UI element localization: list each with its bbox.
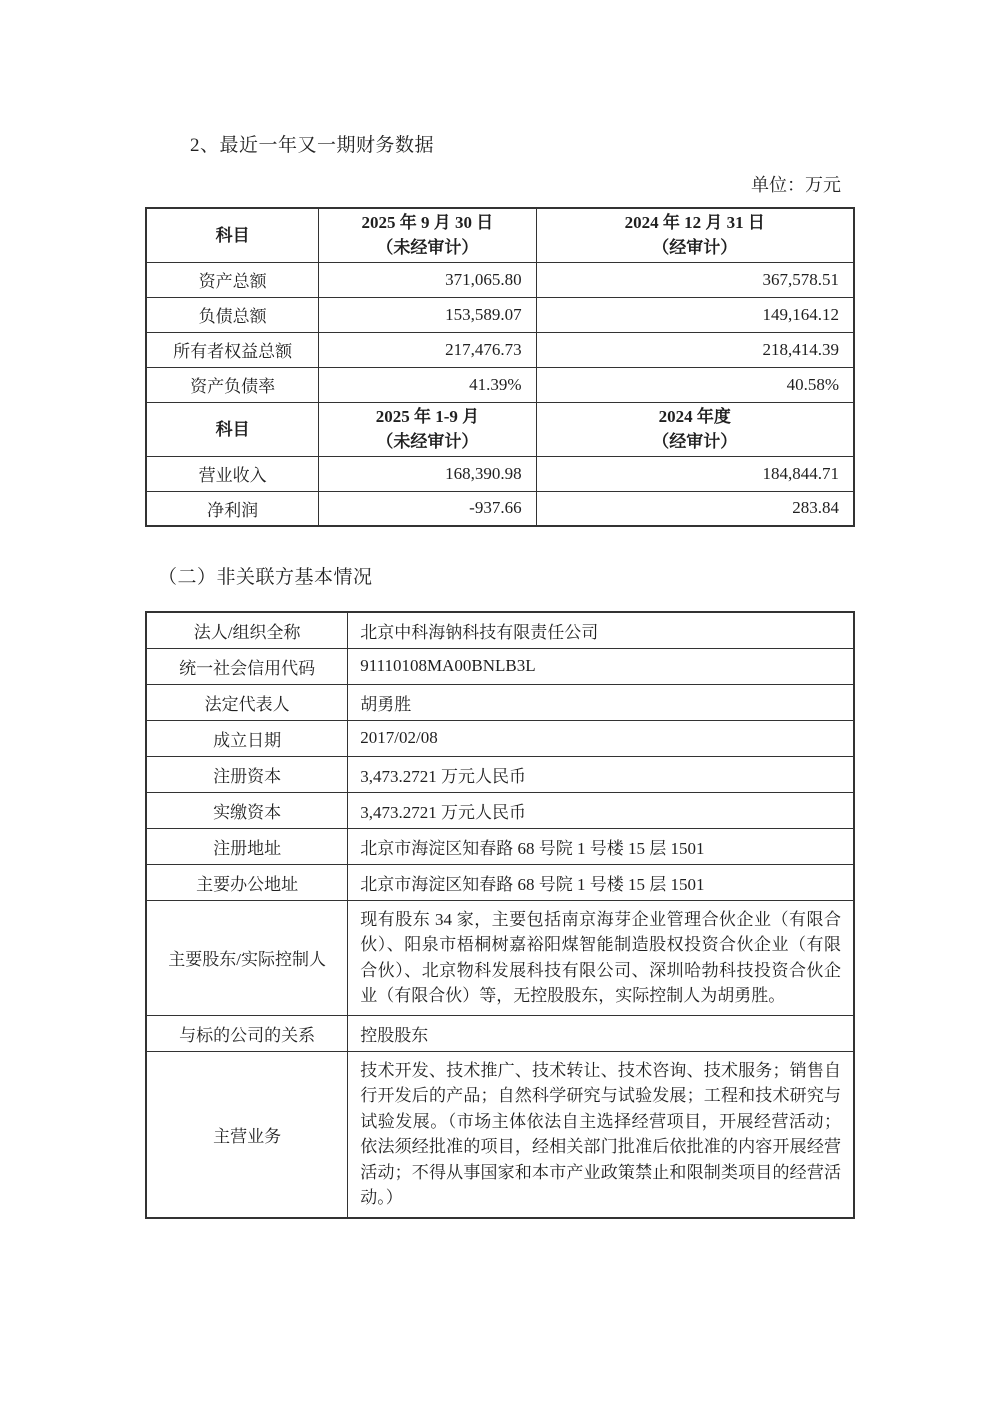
unit-label: 单位：万元 [751,175,841,195]
row-label: 资产负债率 [146,367,319,402]
period1-date: 2025 年 9 月 30 日 [361,213,494,233]
table-header-row [146,402,854,456]
table-row [146,262,854,297]
value-cell: 184,844.71 [536,456,854,491]
subject-header-cell: 科目 [146,208,319,262]
table-row [146,900,854,1015]
value-cell: 3,473.2721 万元人民币 [348,756,854,792]
value-cell: 217,476.73 [319,332,536,367]
table-row [146,648,854,684]
row-label: 成立日期 [146,720,348,756]
value-cell: 283.84 [536,491,854,526]
row-label: 主要股东/实际控制人 [146,900,348,1015]
table-row [146,684,854,720]
row-label: 法定代表人 [146,684,348,720]
period1-date: 2025 年 1-9 月 [375,407,480,426]
value-cell: 168,390.98 [319,456,536,491]
row-label: 负债总额 [146,297,319,332]
row-label: 注册资本 [146,756,348,792]
table-row [146,456,854,491]
value-cell: 3,473.2721 万元人民币 [348,792,854,828]
table-row [146,332,854,367]
value-cell: 现有股东 34 家，主要包括南京海芽企业管理合伙企业（有限合伙）、阳泉市梧桐树嘉裕阳煤智能制造股权投资合伙企业（有限合伙）、北京物科发展科技有限公司、深圳哈勃科技投资合伙企业（有限合伙）等，无控股股东，实际控制人为胡勇胜。 [348,900,854,1015]
row-label: 营业收入 [146,456,319,491]
value-cell: 控股股东 [348,1015,854,1051]
row-label: 实缴资本 [146,792,348,828]
value-cell: 2017/02/08 [348,720,854,756]
value-cell: 367,578.51 [536,262,854,297]
value-cell: 153,589.07 [319,297,536,332]
value-cell: 218,414.39 [536,332,854,367]
row-label: 净利润 [146,491,319,526]
table-row [146,792,854,828]
document-content [145,0,855,1219]
row-label: 主营业务 [146,1051,348,1218]
value-cell: 149,164.12 [536,297,854,332]
value-cell: 技术开发、技术推广、技术转让、技术咨询、技术服务；销售自行开发后的产品；自然科学研究与试验发展；工程和技术研究与试验发展。（市场主体依法自主选择经营项目，开展经营活动；依法须经批准的项目，经相关部门批准后依批准的内容开展经营活动；不得从事国家和本市产业政策禁止和限制类项目的经营活动。） [348,1051,854,1218]
period2-audit-status: （经审计） [652,238,738,258]
period2-header-cell [536,402,854,456]
table-row [146,1015,854,1051]
period1-audit-status: （未经审计） [376,432,479,451]
counterparty-section-title: （二）非关联方基本情况 [158,567,373,588]
period2-audit-status: （经审计） [652,432,738,451]
table-row [146,297,854,332]
table-row [146,720,854,756]
table-row [146,828,854,864]
period2-date: 2024 年度 [658,407,731,426]
period1-audit-status: （未经审计） [376,238,479,258]
counterparty-info-table [145,611,855,1219]
financial-data-table [145,207,855,527]
row-label: 注册地址 [146,828,348,864]
subject-header-cell: 科目 [146,402,319,456]
row-label: 与标的公司的关系 [146,1015,348,1051]
value-cell: 胡勇胜 [348,684,854,720]
period1-header-cell [319,402,536,456]
table-row [146,491,854,526]
period2-header-cell [536,208,854,262]
row-label: 法人/组织全称 [146,612,348,648]
value-cell: 北京市海淀区知春路 68 号院 1 号楼 15 层 1501 [348,828,854,864]
table-row [146,1051,854,1218]
row-label: 资产总额 [146,262,319,297]
value-cell: 371,065.80 [319,262,536,297]
table-row [146,367,854,402]
table-header-row [146,208,854,262]
value-cell: 41.39% [319,367,536,402]
financial-section-title: 2、最近一年又一期财务数据 [190,135,435,156]
period1-header-cell [319,208,536,262]
value-cell: -937.66 [319,491,536,526]
row-label: 主要办公地址 [146,864,348,900]
table-row [146,756,854,792]
value-cell: 40.58% [536,367,854,402]
period2-date: 2024 年 12 月 31 日 [624,213,765,233]
value-cell: 北京市海淀区知春路 68 号院 1 号楼 15 层 1501 [348,864,854,900]
table-row [146,612,854,648]
row-label: 所有者权益总额 [146,332,319,367]
row-label: 统一社会信用代码 [146,648,348,684]
value-cell: 北京中科海钠科技有限责任公司 [348,612,854,648]
table-row [146,864,854,900]
value-cell: 91110108MA00BNLB3L [348,648,854,684]
